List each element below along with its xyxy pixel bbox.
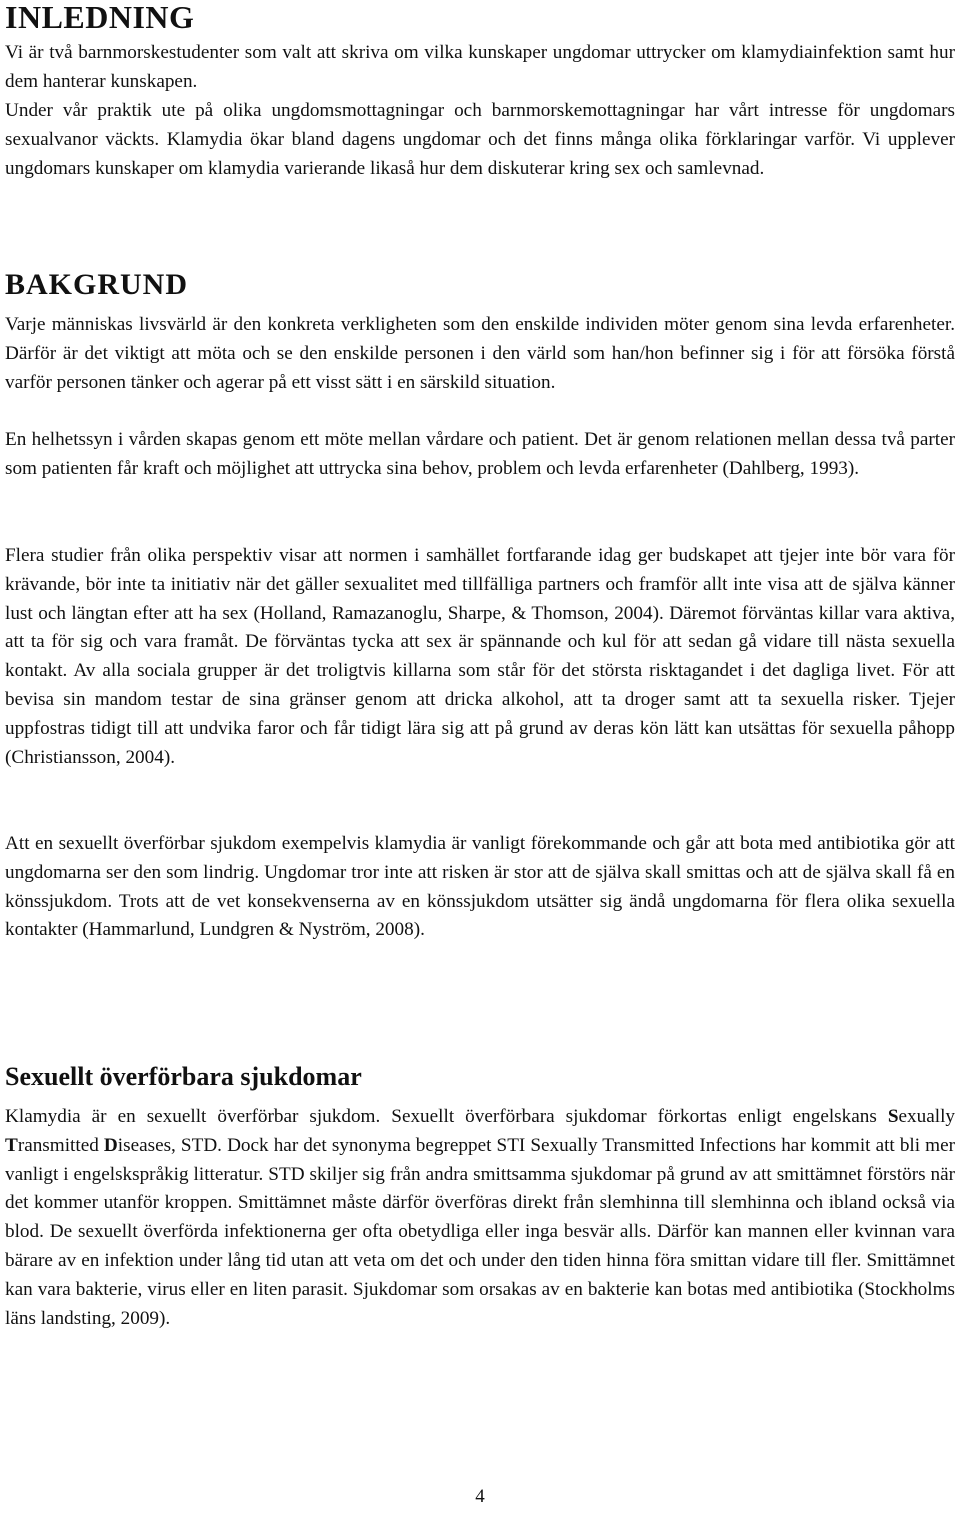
std-word-transmitted: ransmitted — [17, 1134, 104, 1156]
page-number: 4 — [475, 1486, 485, 1507]
paragraph-bakgrund-1: Varje människas livsvärld är den konkreta verkligheten som den enskilde individen möter genom sina levda erfarenheter. Därför är det viktigt att möta och se den enskilde personen i den värld som han/hon befinner sig i för att försöka förstå varför personen tänker och agerar på ett visst sätt i en särskild situation. — [5, 314, 955, 393]
paragraph-inledning-2: Under vår praktik ute på olika ungdomsmottagningar och barnmorskemottagningar har vårt intresse för ungdomars sexualvanor väckts. Klamydia ökar bland dagens ungdomar och det finns många olika förklaringar varför. Vi upplever ungdomars kunskaper om klamydia varierande likaså hur dem diskuterar kring sex och samlevnad. — [5, 100, 955, 179]
section-heading-inledning: INLEDNING — [5, 0, 195, 35]
section-heading-std: Sexuellt överförbara sjukdomar — [5, 1062, 362, 1091]
std-abbr-s: S — [887, 1106, 899, 1127]
section-heading-bakgrund: BAKGRUND — [5, 268, 189, 301]
paragraph-bakgrund-4: Att en sexuellt överförbar sjukdom exempelvis klamydia är vanligt förekommande och går att bota med antibiotika gör att ungdomarna ser den som lindrig. Ungdomar tror inte att risken är stor att de själva skall smittas och att de själva skall få en könssjukdom. Trots att de vet konsekvenserna av en könssjukdom utsätter sig ändå ungdomarna för flera olika sexuella kontakter (Hammarlund, Lundgren & Nyström, 2008). — [5, 833, 955, 941]
paragraph-bakgrund-2: En helhetssyn i vården skapas genom ett möte mellan vårdare och patient. Det är genom relationen mellan dessa två parter som patienten får kraft och möjlighet att uttrycka sina behov, problem och levda erfarenheter (Dahlberg, 1993). — [5, 429, 955, 479]
paragraph-bakgrund-3: Flera studier från olika perspektiv visar att normen i samhället fortfarande idag ger budskapet att tjejer inte bör vara för krävande, bör inte ta initiativ när det gäller sexualitet med tillfälliga partners och framför allt inte visa att de själva känner lust och längtan efter att ha sex (Holland, Ramazanoglu, Sharpe, & Thomson, 2004). Däremot förväntas killar vara aktiva, att ta för sig och vara framåt. De förväntas tycka att sex är spännande och kul för att sedan gå vidare till nästa sexuella kontakt. Av alla sociala grupper är det troligtvis killarna som står för det största risktagandet i det dagliga livet. För att bevisa sin mandom testar de sina gränser genom att dricka alkohol, att ta droger samt att ta sexuella risker. Tjejer uppfostras tidigt till att undvika faror och får tidigt lära sig att på grund av deras kön lätt kan utsättas för sexuella påhopp (Christiansson, 2004). — [5, 545, 955, 768]
std-text-intro: Klamydia är en sexuellt överförbar sjukdom. Sexuellt överförbara sjukdomar förkortas enligt engelskans — [5, 1106, 888, 1127]
paragraph-std-1 — [5, 1103, 955, 1333]
std-abbr-t: T — [5, 1134, 18, 1156]
std-word-sexually: exually — [898, 1106, 955, 1127]
std-abbr-d: D — [103, 1134, 118, 1156]
std-text-rest: Dock har det synonyma begreppet STI Sexually Transmitted Infections har kommit att bli mer vanligt i engelskspråkig litteratur. STD skiljer sig från andra smittsamma sjukdomar på grund av att smittämnet förstörs när det kommer utanför kroppen. Smittämnet måste därför överföras direkt från slemhinna till slemhinna och ibland också via blod. De sexuellt överförda infektionerna ger ofta obetydliga eller inga besvär alls. Därför kan mannen eller kvinnan vara bärare av en infektion under lång tid utan att veta om det och under den tiden hinna föra smittan vidare till fler. Smittämnet kan vara bakterie, virus eller en liten parasit. Sjukdomar som orsakas av en bakterie kan botas med antibiotika (Stockholms läns landsting, 2009). — [5, 1134, 956, 1329]
std-word-diseases: iseases, STD. — [117, 1134, 222, 1156]
paragraph-inledning-1: Vi är två barnmorskestudenter som valt att skriva om vilka kunskaper ungdomar uttrycker om klamydiainfektion samt hur dem hanterar kunskapen. — [5, 42, 955, 92]
